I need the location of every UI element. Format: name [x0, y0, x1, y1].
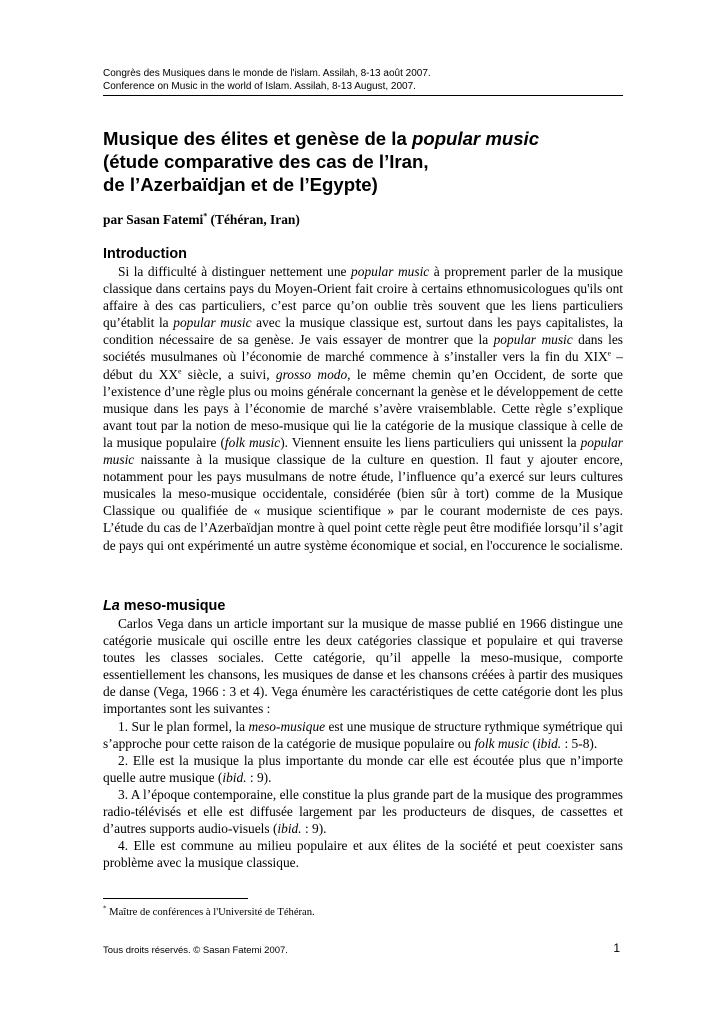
running-header: [103, 68, 623, 93]
page-footer-copyright: Tous droits réservés. © Sasan Fatemi 2007.: [103, 945, 288, 956]
italic-term: grosso modo: [275, 366, 348, 382]
title-line1-text: Musique des élites et genèse de la: [103, 128, 412, 149]
text-run: Si la difficulté à distinguer nettement une: [118, 264, 352, 279]
title-line2: (étude comparative des cas de l’Iran,: [103, 151, 429, 172]
italic-term: ibid.: [222, 769, 247, 785]
footnote-text: Maître de conférences à l'Université de Téhéran.: [106, 907, 315, 918]
footnote: [103, 906, 623, 919]
text-run: : 9).: [246, 769, 272, 785]
italic-term: popular music: [351, 264, 430, 279]
meso-paragraph: Carlos Vega dans un article important sur la musique de masse publié en 1966 distingue une catégorie musicale qui oscille entre les deux catégories classique et populaire et qui traverse toutes les classes sociales. Cette catégorie, qu’il appelle la meso-musique, comporte essentiellement les chansons, les musiques de danse et les chansons créées à partir des musiques de danse (Vega, 1966 : 3 et 4). Vega énumère les caractéristiques de cette catégorie dont les plus importantes sont les suivantes :: [103, 616, 623, 717]
text-run: avec la musique classique est, surtout dans les pays capitalistes, la condition nécessaire de sa genèse. Je vais essayer de montrer que la: [103, 315, 623, 348]
text-run: : 9).: [301, 821, 327, 837]
text-run: : 5-8).: [561, 735, 598, 751]
meso-musique-body: [103, 615, 623, 871]
text-run: à proprement parler de la musique classique dans certains pays du Moyen-Orient fait croire à certains ethnomusicologues qu'ils ont affaire à des cas particuliers, c’est parce qu’on oublie très souvent que les liens particuliers qu’établit la: [103, 264, 624, 331]
italic-term: popular music: [173, 315, 252, 331]
footnote-mark: *: [103, 904, 107, 913]
italic-term: ibid.: [536, 735, 562, 751]
text-run: , le même chemin qu’en Occident, de sorte que l’existence d’une règle plus ou moins générale concernant la genèse et le développement de cette musique dans les pays à l’économie de marché s’avère vraisemblable. Cette règle s’explique avant tout par la notion de meso-musique qui lie la catégorie de la musique classique à celle de la musique populaire (: [103, 366, 623, 450]
heading-italic-article: La: [103, 598, 120, 614]
list-item: [103, 718, 623, 752]
text-run: – début du XX: [103, 349, 623, 382]
section-heading-introduction: Introduction: [103, 246, 187, 262]
text-run: dans les sociétés musulmanes où l’économie de marché commence à s’installer vers la fin du XIX: [103, 332, 624, 365]
text-run: 2. Elle est la musique la plus importante du monde car elle est écoutée plus que n’importe quelle autre musique (: [103, 752, 623, 785]
text-run: est une musique de structure rythmique symétrique qui s’approche pour cette raison de la catégorie de musique populaire ou: [103, 718, 623, 751]
author-byline: [103, 212, 623, 228]
paper-title: [103, 127, 623, 196]
italic-term: ibid.: [277, 821, 302, 837]
header-line-en: Conference on Music in the world of Islam. Assilah, 8-13 August, 2007.: [103, 80, 416, 92]
text-run: naissante à la musique classique de la culture en question. Il faut y ajouter encore, notamment pour les pays musulmans de notre étude, l’influence qu’a exercé sur leurs cultures musicales la meso-musique occidentale, considérée (bien sûr à tort) comme de la Musique Classique ou qualifiée de « musique scientifique » par le courant moderniste de ces pays. L’étude du cas de l’Azerbaïdjan montre à quel point cette règle peut être modifiée lorsqu’il s’agit de pays qui ont expérimenté un autre système économique et social, en l'occurence le socialisme.: [103, 452, 623, 553]
list-item: 4. Elle est commune au milieu populaire et aux élites de la société et peut coexister sans problème avec la musique classique.: [103, 838, 623, 871]
title-line3: de l’Azerbaïdjan et de l’Egypte): [103, 174, 378, 195]
superscript: e: [178, 366, 182, 376]
italic-term: folk music: [474, 735, 530, 751]
superscript: e: [607, 349, 611, 358]
italic-term: folk music: [224, 434, 281, 450]
footnote-rule: [103, 898, 248, 899]
italic-term: popular music: [103, 434, 623, 468]
text-run: 1. Sur le plan formel, la: [118, 718, 249, 734]
author-affiliation: (Téhéran, Iran): [207, 212, 300, 227]
header-rule: [103, 95, 623, 96]
list-item: [103, 786, 623, 837]
text-run: (: [529, 735, 537, 751]
heading-text: meso-musique: [119, 598, 226, 614]
title-line1-italic: popular music: [411, 128, 540, 149]
text-run: ). Viennent ensuite les liens particuliers qui unissent la: [280, 434, 581, 450]
introduction-body: [103, 263, 623, 554]
italic-term: popular music: [493, 332, 573, 348]
text-run: 3. A l’époque contemporaine, elle constitue la plus grande part de la musique des programmes radio-télévisés et elle est diffusée largement par les producteurs de disques, de cassettes et d’autres supports audio-visuels (: [103, 786, 623, 837]
italic-term: meso-musique: [248, 718, 326, 734]
header-line-fr: Congrès des Musiques dans le monde de l'islam. Assilah, 8-13 août 2007.: [103, 68, 431, 79]
list-item: [103, 752, 623, 786]
text-run: siècle, a suivi,: [181, 366, 276, 382]
author-footnote-mark: *: [203, 211, 208, 221]
introduction-paragraph: [103, 263, 623, 554]
author-name: par Sasan Fatemi: [103, 212, 204, 227]
section-heading-meso-musique: [103, 598, 623, 615]
page-number: 1: [613, 941, 620, 955]
